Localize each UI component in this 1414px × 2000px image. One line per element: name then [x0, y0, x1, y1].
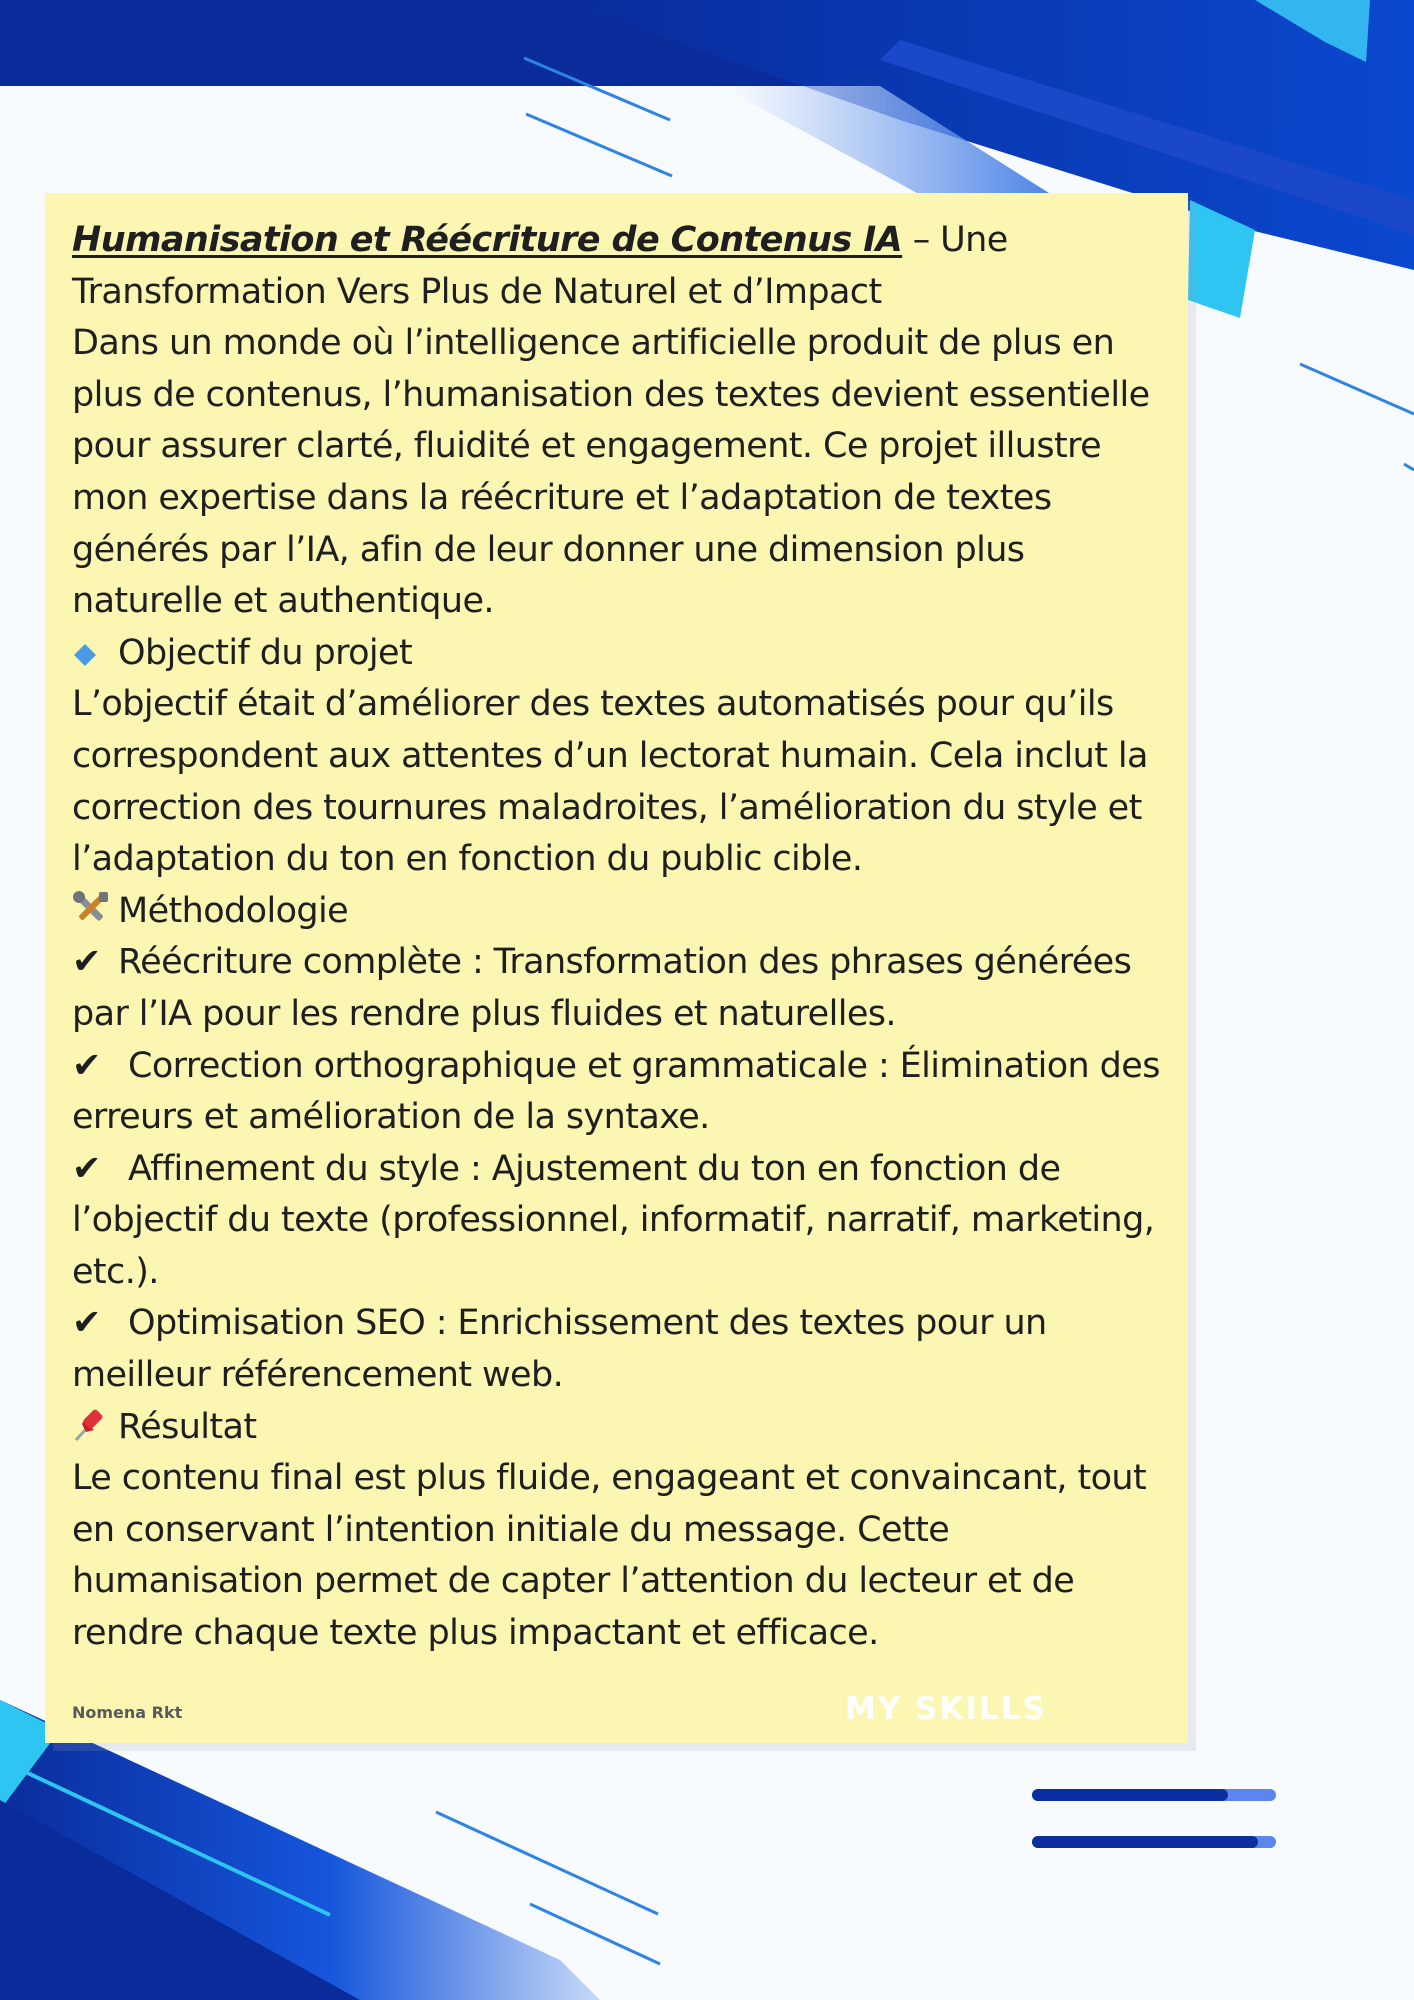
result-heading: Résultat [118, 1406, 257, 1447]
method-item-text: Correction orthographique et grammaticale : Élimination des erreurs et amélioration de la syntaxe. [72, 1045, 1160, 1138]
title-emphasis: Humanisation et Réécriture de Contenus IA [72, 220, 903, 260]
method-item [72, 1144, 1162, 1299]
check-icon: ✔ [72, 1045, 101, 1086]
check-icon: ✔ [72, 942, 101, 983]
method-heading-line [72, 886, 1162, 938]
footer-brand: MY SKILLS [845, 1691, 1047, 1727]
decor-bar-1 [1032, 1789, 1276, 1801]
method-item-text: Réécriture complète : Transformation des phrases générées par l’IA pour les rendre plus fluides et naturelles. [72, 942, 1132, 1034]
method-item-text: Optimisation SEO : Enrichissement des textes pour un meilleur référencement web. [72, 1303, 1047, 1396]
result-paragraph: Le contenu final est plus fluide, engageant et convaincant, tout en conservant l’intention initiale du message. Cette humanisation permet de capter l’attention du lecteur et de rendre chaque texte plus impactant et efficace. [72, 1458, 1147, 1654]
check-icon: ✔ [72, 1303, 101, 1344]
method-item [72, 1298, 1162, 1401]
title-rest: – Une Transformation Vers Plus de Naturel et d’Impact [72, 220, 1008, 312]
method-item [72, 1041, 1162, 1144]
tools-icon [72, 886, 118, 938]
result-heading-line [72, 1402, 1162, 1454]
pushpin-icon [72, 1402, 118, 1454]
method-item [72, 937, 1162, 1040]
objective-heading-line [72, 628, 1162, 680]
decor-bar-2 [1032, 1836, 1276, 1848]
document-body [72, 215, 1162, 1660]
check-icon: ✔ [72, 1148, 101, 1189]
method-heading: Méthodologie [118, 890, 349, 931]
content-card [45, 193, 1188, 1743]
objective-paragraph: L’objectif était d’améliorer des textes automatisés pour qu’ils correspondent aux attentes d’un lectorat humain. Cela inclut la correction des tournures maladroites, l’amélioration du style et l’adaptation du ton en fonction du public cible. [72, 684, 1148, 880]
diamond-icon [72, 628, 118, 680]
footer-author: Nomena Rkt [72, 1703, 183, 1722]
intro-paragraph: Dans un monde où l’intelligence artificielle produit de plus en plus de contenus, l’humanisation des textes devient essentielle pour assurer clarté, fluidité et engagement. Ce projet illustre mon expertise dans la réécriture et l’adaptation de textes générés par l’IA, afin de leur donner une dimension plus naturelle et authentique. [72, 323, 1150, 622]
objective-heading: Objectif du projet [118, 632, 413, 673]
document-title [72, 215, 1162, 318]
method-item-text: Affinement du style : Ajustement du ton en fonction de l’objectif du texte (professionnel, informatif, narratif, marketing, etc.). [72, 1148, 1155, 1292]
